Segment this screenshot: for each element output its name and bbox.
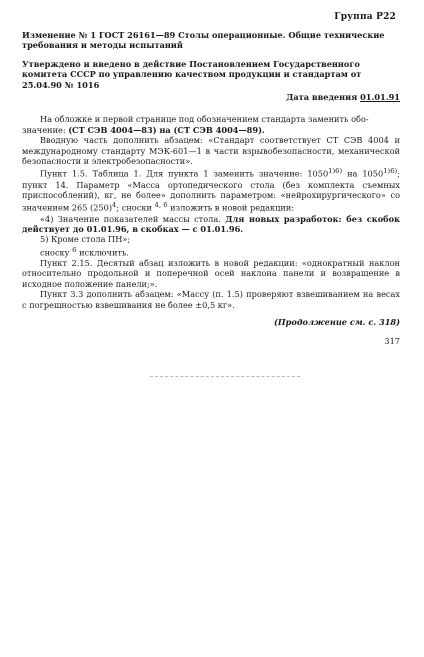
- p15-part-c: ; пункт 14. Параметр «Масса ортопедического стола (без комплекта съемных приспособлений), кг, не более» дополнить параметром: «нейрохирургического» со значением 265 (250): [22, 169, 400, 214]
- approval-statement: Утверждено и введено в действие Постановлением Государственного комитета СССР по управлению качеством продукции и стандартам от 25.04.90 № 1016: [22, 58, 362, 90]
- paragraph-2-15: Пункт 2.15. Десятый абзац изложить в новой редакции: «однократный наклон относительно продольной и поперечной осей наклона панели и возвращение в исходное положение панели;».: [22, 257, 400, 289]
- effective-date-value: 01.01.91: [360, 92, 400, 103]
- footnote-4-part-a: «4) Значение показателей массы стола.: [40, 213, 226, 224]
- p15-sup-2: 1)6): [383, 167, 398, 176]
- p15-part-a: Пункт 1.5. Таблица 1. Для пункта 1 заменить значение: 1050: [40, 169, 329, 180]
- amendment-title: Изменение № 1 ГОСТ 26161—89 Столы операционные. Общие технические требования и методы испытаний: [22, 30, 385, 51]
- footnote-4-part-b: Для новых разработок: без скобок действует до 01.01.96, в скобках — с 01.01.96.: [22, 213, 400, 234]
- paragraph-intro: Вводную часть дополнить абзацем: «Стандарт соответствует СТ СЭВ 4004 и международному стандарту МЭК-601—1 в части взрывобезопасности, механической безопасности и электробезопасности».: [22, 135, 400, 167]
- footnote-6-sup: 6: [72, 245, 77, 254]
- footnote-6-part-b: исключить.: [76, 247, 130, 258]
- p15-sup-1: 1)6): [328, 167, 343, 176]
- divider: [150, 376, 300, 377]
- paragraph-cover: [22, 114, 400, 135]
- page-number: 317: [384, 335, 400, 346]
- paragraph-cover-line2: значение:: [22, 124, 69, 135]
- p15-part-d: ; сноски: [116, 203, 155, 214]
- footnote-4: [22, 214, 400, 235]
- footnote-6-part-a: сноску: [40, 247, 73, 258]
- paragraph-cover-line1: На обложке и первой странице под обозначением стандарта заменить обо-: [40, 114, 369, 125]
- effective-date: [22, 92, 400, 102]
- footnote-6-removal: [22, 245, 400, 258]
- p15-part-b: на 1050: [342, 169, 384, 180]
- paragraph-1-5: [22, 166, 400, 213]
- designation-change: (СТ СЭВ 4004—83) на (СТ СЭВ 4004—89).: [68, 124, 265, 135]
- group-code: Группа Р22: [334, 12, 396, 22]
- footnote-5: 5) Кроме стола ПН»;: [40, 234, 131, 245]
- effective-date-label: Дата введения: [286, 92, 358, 103]
- document-body: [22, 30, 400, 354]
- p15-sup-3: 4: [112, 201, 117, 210]
- p15-part-e: изложить в новой редакции:: [167, 203, 295, 214]
- continuation-note: (Продолжение см. с. 318): [274, 316, 400, 327]
- p15-sup-4: 4, 6: [154, 201, 168, 210]
- paragraph-3-3: Пункт 3.3 дополнить абзацем: «Массу (п. 1.5) проверяют взвешиванием на весах с погрешностью взвешивания не более ±0,5 кг».: [22, 289, 400, 310]
